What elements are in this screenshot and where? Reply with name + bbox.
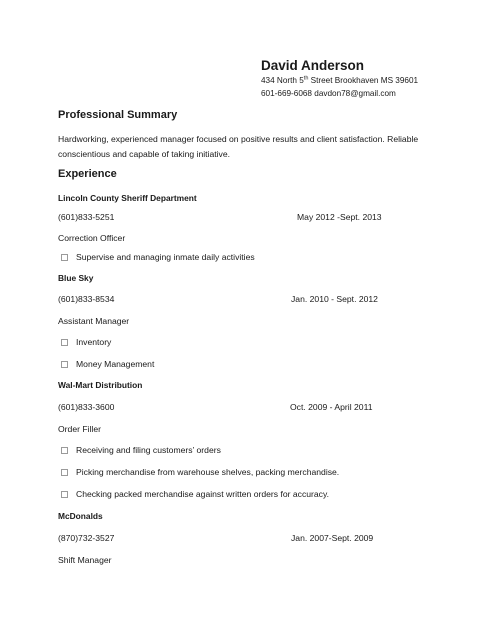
job-bullet [61, 252, 255, 262]
address-number: 434 North 5 [261, 76, 304, 85]
job-dates: Oct. 2009 - April 2011 [290, 402, 373, 412]
job-bullet-text: Money Management [76, 359, 155, 369]
job-bullet-text: Supervise and managing inmate daily activities [76, 252, 255, 262]
checkbox-bullet-icon [61, 491, 68, 498]
applicant-name: David Anderson [261, 58, 365, 73]
applicant-contact: 601-669-6068 davdon78@gmail.com [261, 89, 396, 98]
checkbox-bullet-icon [61, 447, 68, 454]
job-bullet [61, 359, 154, 369]
job-bullet [61, 337, 111, 347]
job-bullet-text: Receiving and filing customers’ orders [76, 445, 221, 455]
job-bullet-text: Checking packed merchandise against written orders for accuracy. [76, 489, 329, 499]
job-bullet [61, 467, 339, 477]
job-bullet [61, 489, 329, 499]
job-bullet-text: Inventory [76, 337, 112, 347]
job-company: Wal-Mart Distribution [58, 380, 143, 390]
job-phone: (601)833-8534 [58, 294, 115, 304]
job-role: Correction Officer [58, 233, 126, 243]
job-company: Blue Sky [58, 273, 94, 283]
job-role: Order Filler [58, 424, 101, 434]
address-rest: Street Brookhaven MS 39601 [308, 76, 419, 85]
job-bullet-text: Picking merchandise from warehouse shelves, packing merchandise. [76, 467, 340, 477]
job-dates: Jan. 2010 - Sept. 2012 [291, 294, 378, 304]
job-company: McDonalds [58, 511, 103, 521]
experience-heading: Experience [58, 168, 117, 180]
job-role: Assistant Manager [58, 316, 130, 326]
job-phone: (601)833-5251 [58, 212, 115, 222]
checkbox-bullet-icon [61, 339, 68, 346]
job-company: Lincoln County Sheriff Department [58, 193, 197, 203]
job-dates: May 2012 -Sept. 2013 [297, 212, 382, 222]
summary-heading: Professional Summary [58, 109, 178, 121]
checkbox-bullet-icon [61, 469, 68, 476]
applicant-address [261, 76, 418, 85]
job-phone: (870)732-3527 [58, 533, 115, 543]
job-dates: Jan. 2007-Sept. 2009 [291, 533, 374, 543]
summary-text: Hardworking, experienced manager focused on positive results and client satisfaction. Reliable conscientious and capable of taking initiative. [58, 134, 419, 159]
job-bullet [61, 445, 221, 455]
checkbox-bullet-icon [61, 361, 68, 368]
job-role: Shift Manager [58, 555, 112, 565]
address-superscript: th [303, 75, 309, 82]
job-phone: (601)833-3600 [58, 402, 115, 412]
checkbox-bullet-icon [61, 254, 68, 261]
